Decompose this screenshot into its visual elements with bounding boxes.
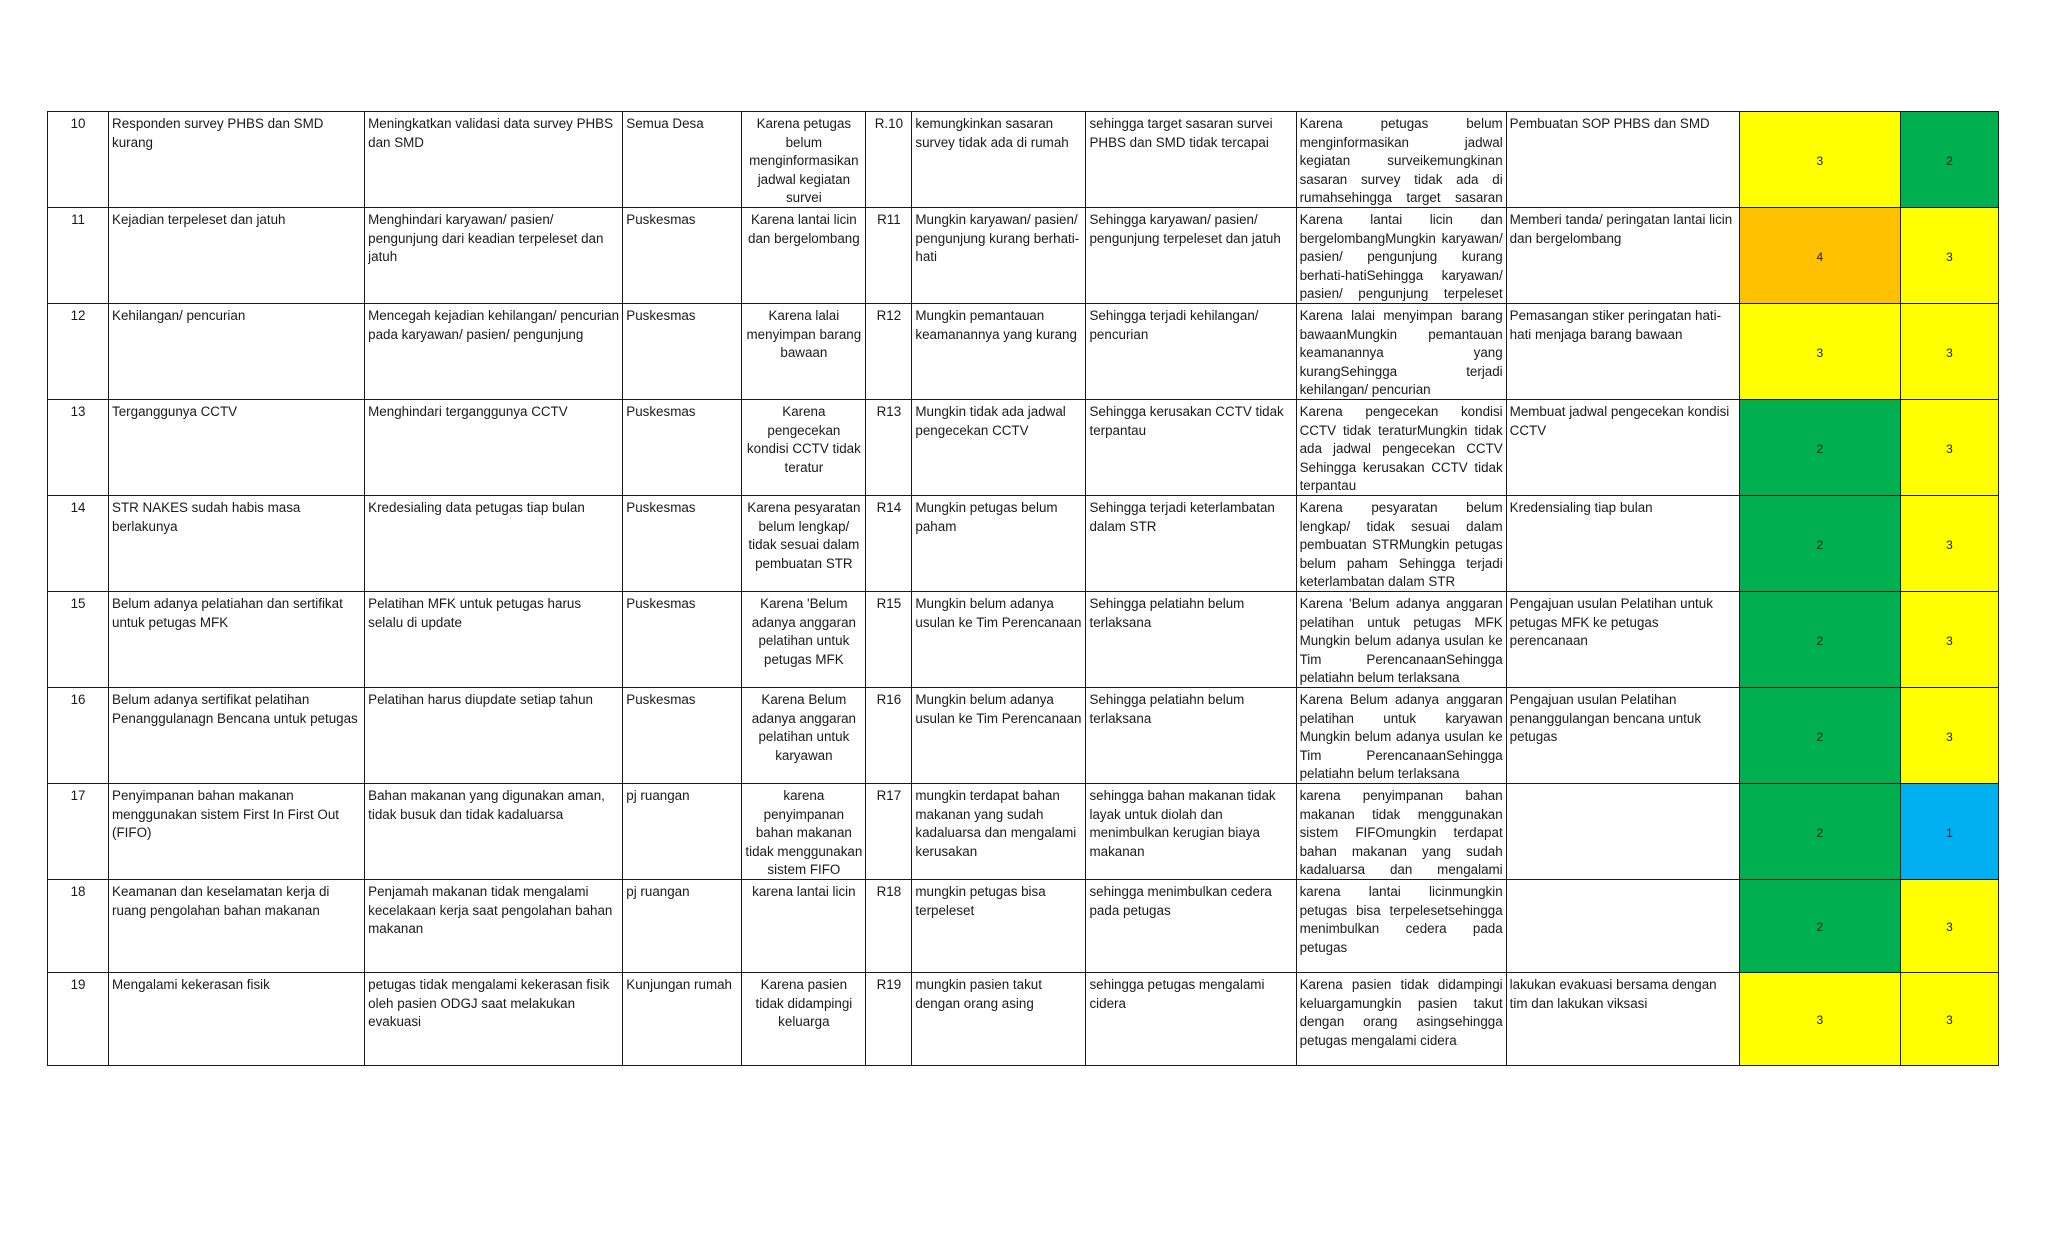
location-cell <box>623 304 742 400</box>
score-impact-cell-value: 2 <box>1946 153 1953 168</box>
impact-cell-text: Sehingga terjadi kehilangan/ pencurian <box>1089 308 1259 342</box>
table-row <box>48 880 1999 973</box>
risk-code-cell <box>866 688 912 784</box>
likelihood-cell <box>912 880 1086 973</box>
row-number <box>48 784 109 880</box>
risk-code-cell <box>866 112 912 208</box>
risk-name-cell-text: Kehilangan/ pencurian <box>112 308 246 323</box>
impact-cell <box>1086 400 1296 496</box>
cause-cell <box>742 880 866 973</box>
table-row <box>48 112 1999 208</box>
risk-code-cell-text: R.10 <box>874 116 904 131</box>
objective-cell-text: Meningkatkan validasi data survey PHBS dan SMD <box>368 116 614 150</box>
risk-code-cell-text: R15 <box>876 596 902 611</box>
cause-cell <box>742 304 866 400</box>
location-cell <box>623 496 742 592</box>
control-cell <box>1506 112 1739 208</box>
objective-cell-text: Bahan makanan yang digunakan aman, tidak busuk dan tidak kadaluarsa <box>368 788 605 822</box>
risk-code-cell-text: R19 <box>876 977 902 992</box>
row-number-text: 10 <box>70 116 86 131</box>
score-impact-cell-value: 3 <box>1946 537 1953 552</box>
cause-cell <box>742 400 866 496</box>
risk-code-cell <box>866 400 912 496</box>
risk-statement-cell-text: Karena pesyaratan belum lengkap/ tidak sesuai dalam pembuatan STRMungkin petugas belum paham Sehingga terjadi keterlambatan dalam STR <box>1299 500 1503 589</box>
location-cell <box>623 400 742 496</box>
likelihood-cell-text: mungkin terdapat bahan makanan yang sudah kadaluarsa dan mengalami kerusakan <box>915 788 1077 859</box>
score-likelihood-cell <box>1739 592 1900 688</box>
risk-code-cell-text: R18 <box>876 884 902 899</box>
cause-cell <box>742 688 866 784</box>
score-impact-cell <box>1900 304 1998 400</box>
cause-cell-text: karena penyimpanan bahan makanan tidak menggunakan sistem FIFO <box>745 788 863 877</box>
risk-statement-cell <box>1296 973 1506 1066</box>
cause-cell-text: Karena 'Belum adanya anggaran pelatihan untuk petugas MFK <box>751 596 856 667</box>
row-number-text: 17 <box>70 788 86 803</box>
impact-cell <box>1086 592 1296 688</box>
score-likelihood-cell <box>1739 400 1900 496</box>
location-cell-text: Semua Desa <box>626 116 704 131</box>
score-impact-cell <box>1900 496 1998 592</box>
risk-statement-cell-text: Karena Belum adanya anggaran pelatihan untuk karyawan Mungkin belum adanya usulan ke Tim PerencanaanSehingga pelatiahn belum terlaksana <box>1299 692 1503 781</box>
score-likelihood-cell-value: 3 <box>1816 345 1824 360</box>
row-number <box>48 112 109 208</box>
risk-code-cell-text: R12 <box>876 308 902 323</box>
score-likelihood-cell <box>1739 496 1900 592</box>
risk-code-cell <box>866 496 912 592</box>
impact-cell <box>1086 304 1296 400</box>
risk-name-cell <box>109 400 365 496</box>
score-likelihood-cell <box>1739 208 1900 304</box>
cause-cell-text: Karena lantai licin dan bergelombang <box>748 212 860 246</box>
impact-cell-text: sehingga menimbulkan cedera pada petugas <box>1089 884 1272 918</box>
location-cell <box>623 592 742 688</box>
objective-cell-text: Menghindari terganggunya CCTV <box>368 404 568 419</box>
likelihood-cell-text: Mungkin belum adanya usulan ke Tim Perencanaan <box>915 692 1082 726</box>
risk-statement-cell <box>1296 304 1506 400</box>
objective-cell <box>365 973 623 1066</box>
location-cell <box>623 112 742 208</box>
score-likelihood-cell <box>1739 880 1900 973</box>
table-row <box>48 688 1999 784</box>
score-likelihood-cell-value: 2 <box>1816 633 1824 648</box>
impact-cell-text: Sehingga karyawan/ pasien/ pengunjung terpeleset dan jatuh <box>1089 212 1281 246</box>
control-cell <box>1506 973 1739 1066</box>
objective-cell <box>365 304 623 400</box>
row-number <box>48 208 109 304</box>
risk-code-cell <box>866 973 912 1066</box>
risk-name-cell-text: Keamanan dan keselamatan kerja di ruang pengolahan bahan makanan <box>112 884 330 918</box>
impact-cell-text: sehingga petugas mengalami cidera <box>1089 977 1265 1011</box>
control-cell-text: Membuat jadwal pengecekan kondisi CCTV <box>1509 404 1730 438</box>
table-row <box>48 400 1999 496</box>
score-impact-cell <box>1900 688 1998 784</box>
location-cell <box>623 784 742 880</box>
risk-statement-cell-text: karena penyimpanan bahan makanan tidak menggunakan sistem FIFOmungkin terdapat bahan makanan yang sudah kadaluarsa dan mengalami <box>1299 788 1503 877</box>
location-cell-text: pj ruangan <box>626 884 690 899</box>
objective-cell-text: petugas tidak mengalami kekerasan fisik oleh pasien ODGJ saat melakukan evakuasi <box>368 977 610 1029</box>
location-cell <box>623 688 742 784</box>
likelihood-cell-text: kemungkinkan sasaran survey tidak ada di rumah <box>915 116 1069 150</box>
row-number-text: 19 <box>70 977 86 992</box>
score-impact-cell <box>1900 784 1998 880</box>
cause-cell-text: Karena petugas belum menginformasikan jadwal kegiatan survei <box>749 116 859 205</box>
cause-cell-text: Karena pengecekan kondisi CCTV tidak teratur <box>746 404 861 475</box>
location-cell-text: Puskesmas <box>626 500 696 515</box>
score-impact-cell-value: 3 <box>1946 1013 1953 1028</box>
cause-cell <box>742 112 866 208</box>
control-cell <box>1506 880 1739 973</box>
score-likelihood-cell <box>1739 973 1900 1066</box>
risk-code-cell-text: R16 <box>876 692 902 707</box>
impact-cell <box>1086 112 1296 208</box>
control-cell <box>1506 400 1739 496</box>
objective-cell <box>365 880 623 973</box>
risk-statement-cell-text: Karena lalai menyimpan barang bawaanMungkin pemantauan keamanannya yang kurangSehingga terjadi kehilangan/ pencurian <box>1299 308 1503 397</box>
risk-name-cell <box>109 304 365 400</box>
row-number <box>48 400 109 496</box>
impact-cell <box>1086 688 1296 784</box>
row-number-text: 14 <box>70 500 86 515</box>
score-likelihood-cell <box>1739 784 1900 880</box>
risk-name-cell-text: Mengalami kekerasan fisik <box>112 977 270 992</box>
row-number <box>48 880 109 973</box>
risk-code-cell <box>866 208 912 304</box>
risk-statement-cell-text: Karena 'Belum adanya anggaran pelatihan untuk petugas MFK Mungkin belum adanya usulan ke Tim PerencanaanSehingga pelatiahn belum terlaksana <box>1299 596 1503 685</box>
risk-code-cell-text: R17 <box>876 788 902 803</box>
cause-cell <box>742 784 866 880</box>
table-row <box>48 973 1999 1066</box>
row-number-text: 18 <box>70 884 86 899</box>
cause-cell <box>742 208 866 304</box>
control-cell <box>1506 784 1739 880</box>
score-likelihood-cell-value: 2 <box>1816 441 1824 456</box>
score-likelihood-cell-value: 2 <box>1816 825 1824 840</box>
control-cell-text: Pembuatan SOP PHBS dan SMD <box>1509 116 1710 131</box>
score-likelihood-cell-value: 3 <box>1816 1013 1824 1028</box>
score-likelihood-cell-value: 4 <box>1816 249 1824 264</box>
control-cell-text: Pengajuan usulan Pelatihan penanggulangan bencana untuk petugas <box>1509 692 1702 744</box>
location-cell-text: Puskesmas <box>626 596 696 611</box>
score-impact-cell-value: 3 <box>1946 729 1953 744</box>
risk-statement-cell <box>1296 112 1506 208</box>
score-impact-cell <box>1900 592 1998 688</box>
impact-cell <box>1086 880 1296 973</box>
control-cell-text: Pengajuan usulan Pelatihan untuk petugas MFK ke petugas perencanaan <box>1509 596 1713 648</box>
likelihood-cell <box>912 784 1086 880</box>
risk-name-cell-text: Belum adanya pelatiahan dan sertifikat untuk petugas MFK <box>112 596 343 630</box>
score-impact-cell-value: 1 <box>1946 825 1953 840</box>
likelihood-cell-text: Mungkin karyawan/ pasien/ pengunjung kurang berhati-hati <box>915 212 1080 264</box>
risk-statement-cell <box>1296 784 1506 880</box>
risk-register-table <box>47 111 1999 1066</box>
likelihood-cell <box>912 400 1086 496</box>
control-cell <box>1506 592 1739 688</box>
risk-name-cell <box>109 208 365 304</box>
control-cell-text: Pemasangan stiker peringatan hati-hati menjaga barang bawaan <box>1509 308 1722 342</box>
risk-statement-cell <box>1296 208 1506 304</box>
control-cell <box>1506 208 1739 304</box>
score-impact-cell <box>1900 880 1998 973</box>
row-number-text: 15 <box>70 596 86 611</box>
objective-cell <box>365 112 623 208</box>
score-impact-cell-value: 3 <box>1946 441 1953 456</box>
likelihood-cell-text: Mungkin pemantauan keamanannya yang kurang <box>915 308 1077 342</box>
score-impact-cell <box>1900 112 1998 208</box>
objective-cell-text: Penjamah makanan tidak mengalami kecelakaan kerja saat pengolahan bahan makanan <box>368 884 613 936</box>
row-number <box>48 496 109 592</box>
objective-cell <box>365 400 623 496</box>
risk-statement-cell-text: Karena petugas belum menginformasikan jadwal kegiatan surveikemungkinan sasaran survey tidak ada di rumahsehingga target sasaran <box>1299 116 1503 205</box>
likelihood-cell <box>912 112 1086 208</box>
impact-cell-text: Sehingga terjadi keterlambatan dalam STR <box>1089 500 1275 534</box>
risk-statement-cell <box>1296 880 1506 973</box>
row-number <box>48 592 109 688</box>
location-cell-text: Puskesmas <box>626 404 696 419</box>
row-number-text: 13 <box>70 404 86 419</box>
table-row <box>48 208 1999 304</box>
row-number-text: 11 <box>71 212 85 227</box>
score-impact-cell-value: 3 <box>1946 633 1953 648</box>
likelihood-cell <box>912 688 1086 784</box>
score-likelihood-cell <box>1739 688 1900 784</box>
row-number <box>48 304 109 400</box>
risk-name-cell <box>109 112 365 208</box>
risk-statement-cell-text: Karena lantai licin dan bergelombangMungkin karyawan/ pasien/ pengunjung kurang berhati-hatiSehingga karyawan/ pasien/ pengunjung terpeleset <box>1299 212 1503 301</box>
score-impact-cell-value: 3 <box>1946 920 1953 935</box>
location-cell-text: Puskesmas <box>626 308 696 323</box>
risk-name-cell <box>109 784 365 880</box>
risk-statement-cell <box>1296 496 1506 592</box>
risk-statement-cell <box>1296 400 1506 496</box>
risk-name-cell <box>109 973 365 1066</box>
impact-cell-text: Sehingga pelatiahn belum terlaksana <box>1089 596 1245 630</box>
control-cell <box>1506 304 1739 400</box>
location-cell-text: Puskesmas <box>626 692 696 707</box>
likelihood-cell-text: Mungkin belum adanya usulan ke Tim Perencanaan <box>915 596 1082 630</box>
cause-cell <box>742 496 866 592</box>
impact-cell <box>1086 784 1296 880</box>
impact-cell-text: Sehingga pelatiahn belum terlaksana <box>1089 692 1245 726</box>
objective-cell <box>365 592 623 688</box>
control-cell-text: lakukan evakuasi bersama dengan tim dan lakukan viksasi <box>1509 977 1717 1011</box>
risk-name-cell <box>109 496 365 592</box>
score-likelihood-cell-value: 2 <box>1816 537 1824 552</box>
cause-cell-text: Karena Belum adanya anggaran pelatihan untuk karyawan <box>751 692 856 763</box>
risk-name-cell <box>109 688 365 784</box>
control-cell-text: Kredensialing tiap bulan <box>1509 500 1653 515</box>
location-cell <box>623 973 742 1066</box>
likelihood-cell-text: mungkin petugas bisa terpeleset <box>915 884 1046 918</box>
objective-cell-text: Menghindari karyawan/ pasien/ pengunjung dari keadian terpeleset dan jatuh <box>368 212 604 264</box>
cause-cell-text: Karena pasien tidak didampingi keluarga <box>755 977 853 1029</box>
control-cell <box>1506 496 1739 592</box>
likelihood-cell-text: Mungkin petugas belum paham <box>915 500 1058 534</box>
risk-statement-cell <box>1296 688 1506 784</box>
likelihood-cell <box>912 304 1086 400</box>
risk-code-cell-text: R11 <box>877 212 901 227</box>
table-row <box>48 304 1999 400</box>
cause-cell-text: Karena pesyaratan belum lengkap/ tidak sesuai dalam pembuatan STR <box>747 500 861 571</box>
score-likelihood-cell-value: 2 <box>1816 729 1824 744</box>
risk-code-cell <box>866 880 912 973</box>
risk-code-cell-text: R13 <box>876 404 902 419</box>
location-cell <box>623 208 742 304</box>
impact-cell <box>1086 973 1296 1066</box>
cause-cell <box>742 592 866 688</box>
row-number <box>48 688 109 784</box>
location-cell-text: pj ruangan <box>626 788 690 803</box>
likelihood-cell <box>912 208 1086 304</box>
row-number <box>48 973 109 1066</box>
impact-cell <box>1086 208 1296 304</box>
risk-statement-cell-text: Karena pengecekan kondisi CCTV tidak teraturMungkin tidak ada jadwal pengecekan CCTV Sehingga kerusakan CCTV tidak terpantau <box>1299 404 1503 493</box>
cause-cell <box>742 973 866 1066</box>
risk-code-cell-text: R14 <box>876 500 902 515</box>
row-number-text: 16 <box>70 692 86 707</box>
control-cell-text: Memberi tanda/ peringatan lantai licin dan bergelombang <box>1509 212 1733 246</box>
risk-name-cell-text: Terganggunya CCTV <box>112 404 238 419</box>
risk-name-cell-text: Kejadian terpeleset dan jatuh <box>112 212 286 227</box>
impact-cell-text: sehingga bahan makanan tidak layak untuk diolah dan menimbulkan kerugian biaya makanan <box>1089 788 1276 859</box>
location-cell-text: Kunjungan rumah <box>626 977 732 992</box>
objective-cell <box>365 208 623 304</box>
score-likelihood-cell-value: 2 <box>1816 920 1824 935</box>
likelihood-cell-text: mungkin pasien takut dengan orang asing <box>915 977 1042 1011</box>
risk-name-cell-text: Penyimpanan bahan makanan menggunakan sistem First In First Out (FIFO) <box>112 788 340 840</box>
risk-code-cell <box>866 304 912 400</box>
impact-cell-text: Sehingga kerusakan CCTV tidak terpantau <box>1089 404 1284 438</box>
location-cell-text: Puskesmas <box>626 212 696 227</box>
likelihood-cell-text: Mungkin tidak ada jadwal pengecekan CCTV <box>915 404 1066 438</box>
risk-code-cell <box>866 592 912 688</box>
risk-table-body <box>48 112 1999 1066</box>
likelihood-cell <box>912 496 1086 592</box>
risk-name-cell <box>109 592 365 688</box>
risk-name-cell-text: Responden survey PHBS dan SMD kurang <box>112 116 324 150</box>
score-likelihood-cell-value: 3 <box>1816 153 1824 168</box>
row-number-text: 12 <box>70 308 86 323</box>
risk-statement-cell-text: Karena pasien tidak didampingi keluargamungkin pasien takut dengan orang asingsehingga petugas mengalami cidera <box>1299 977 1503 1048</box>
risk-name-cell-text: STR NAKES sudah habis masa berlakunya <box>112 500 301 534</box>
risk-statement-cell-text: karena lantai licinmungkin petugas bisa terpelesetsehingga menimbulkan cedera pada petugas <box>1299 884 1503 955</box>
cause-cell-text: Karena lalai menyimpan barang bawaan <box>746 308 862 360</box>
risk-name-cell-text: Belum adanya sertifikat pelatihan Penanggulanagn Bencana untuk petugas <box>112 692 358 726</box>
table-row <box>48 784 1999 880</box>
risk-code-cell <box>866 784 912 880</box>
score-impact-cell <box>1900 400 1998 496</box>
score-impact-cell-value: 3 <box>1946 345 1953 360</box>
score-likelihood-cell <box>1739 112 1900 208</box>
objective-cell <box>365 784 623 880</box>
score-impact-cell <box>1900 973 1998 1066</box>
objective-cell <box>365 496 623 592</box>
likelihood-cell <box>912 592 1086 688</box>
score-impact-cell <box>1900 208 1998 304</box>
objective-cell-text: Mencegah kejadian kehilangan/ pencurian pada karyawan/ pasien/ pengunjung <box>368 308 620 342</box>
table-row <box>48 496 1999 592</box>
objective-cell-text: Pelatihan MFK untuk petugas harus selalu di update <box>368 596 582 630</box>
objective-cell <box>365 688 623 784</box>
risk-statement-cell <box>1296 592 1506 688</box>
location-cell <box>623 880 742 973</box>
objective-cell-text: Kredesialing data petugas tiap bulan <box>368 500 585 515</box>
risk-name-cell <box>109 880 365 973</box>
objective-cell-text: Pelatihan harus diupdate setiap tahun <box>368 692 593 707</box>
likelihood-cell <box>912 973 1086 1066</box>
score-likelihood-cell <box>1739 304 1900 400</box>
impact-cell-text: sehingga target sasaran survei PHBS dan SMD tidak tercapai <box>1089 116 1273 150</box>
impact-cell <box>1086 496 1296 592</box>
table-row <box>48 592 1999 688</box>
score-impact-cell-value: 3 <box>1946 249 1953 264</box>
control-cell <box>1506 688 1739 784</box>
cause-cell-text: karena lantai licin <box>752 884 856 899</box>
